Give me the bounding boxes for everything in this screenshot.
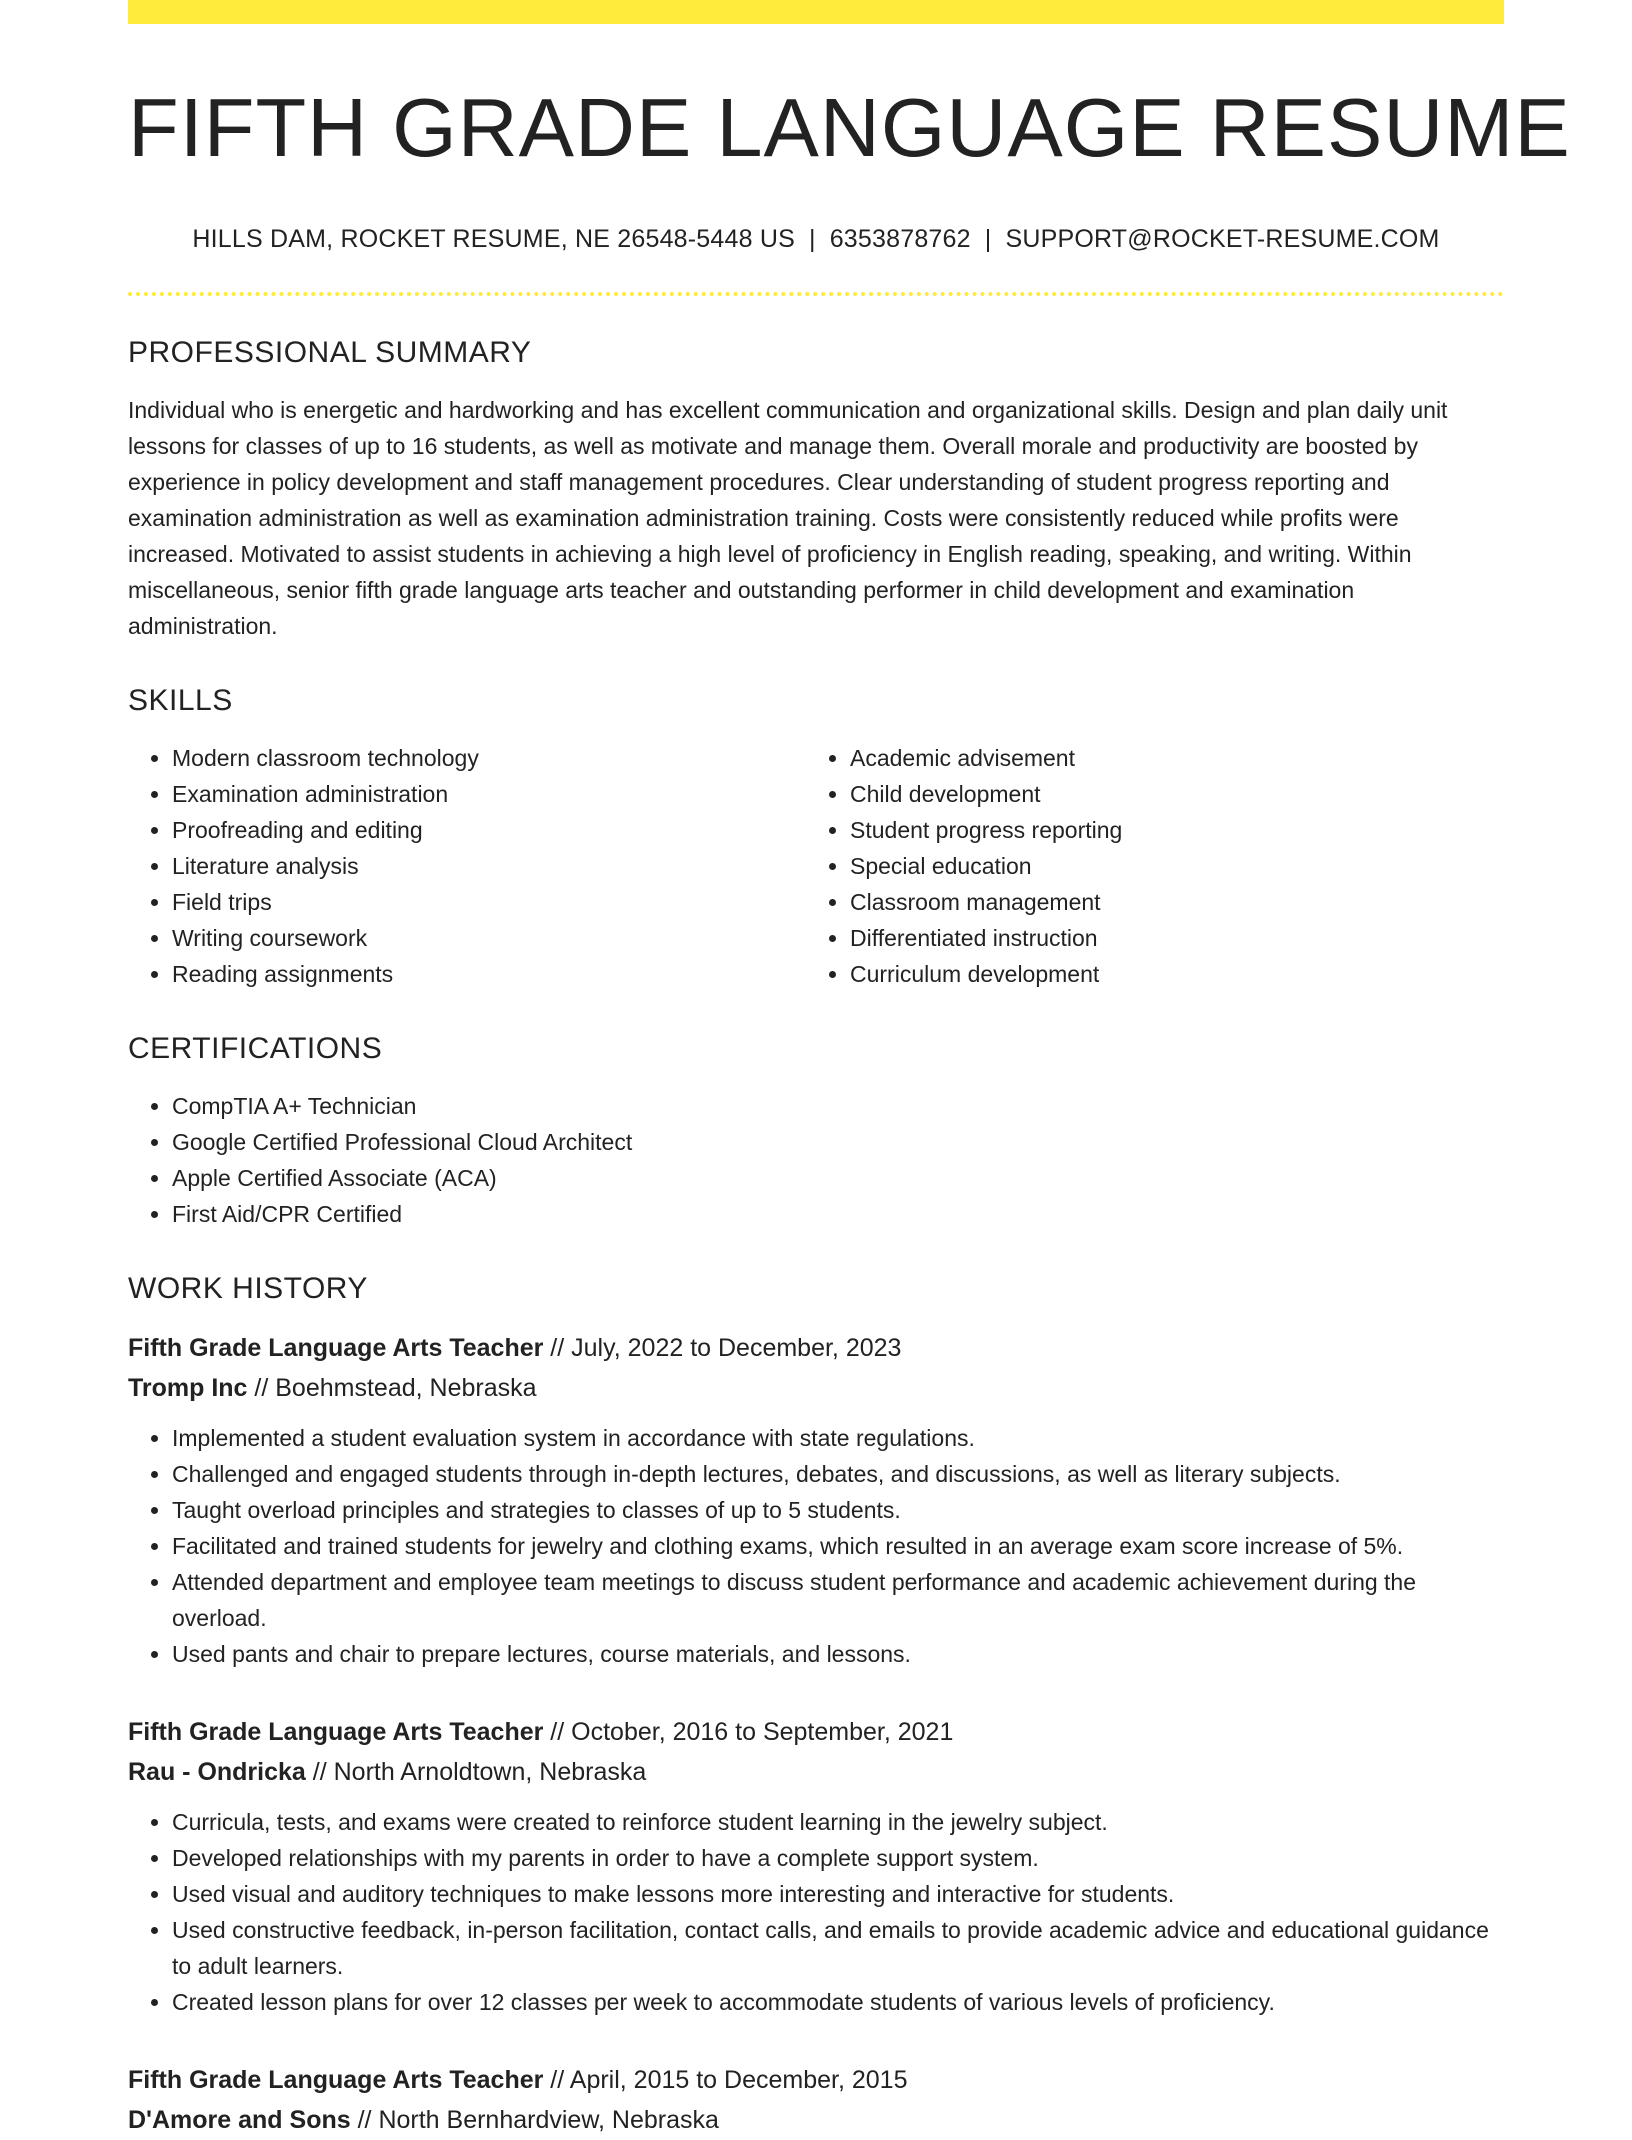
job-dates: // July, 2022 to December, 2023 [543,1334,902,1363]
summary-text: Individual who is energetic and hardworking and has excellent communication and organizational skills. Design and plan daily unit lessons for classes of up to 16 students, as well as motivate and manage them. Overall morale and productivity are boosted by experience in policy development and staff management procedures. Clear understanding of student progress reporting and examination administration as well as examination administration training. Costs were consistently reduced while profits were increased. Motivated to assist students in achieving a high level of proficiency in English reading, speaking, and writing. Within miscellaneous, senior fifth grade language arts teacher and outstanding performer in child development and examination administration. [128,397,1448,640]
job-bullet: • Taught overload principles and strategies to classes of up to 5 students. [172,1492,1504,1528]
job-company: Tromp Inc [128,1374,248,1403]
job-entry [128,1712,1504,2020]
section-heading-certifications: CERTIFICATIONS [128,1032,383,1066]
certification-item: • First Aid/CPR Certified [172,1196,1504,1232]
job-location: // North Arnoldtown, Nebraska [305,1758,647,1787]
skill-item: • Curriculum development [850,956,1484,992]
section-heading-work-history: WORK HISTORY [128,1272,368,1306]
job-company-line [128,1368,1504,1408]
job-company: Rau - Ondricka [128,1758,306,1787]
contact-line [128,225,1504,254]
job-bullet: • Facilitated and trained students for jewelry and clothing exams, which resulted in an average exam score increase of 5%. [172,1528,1504,1564]
section-heading-skills: SKILLS [128,684,233,718]
job-bullet: • Challenged and engaged students through in-depth lectures, debates, and discussions, as well as literary subjects. [172,1456,1504,1492]
skill-item: • Literature analysis [172,848,806,884]
job-bullet: • Implemented a student evaluation system in accordance with state regulations. [172,1420,1504,1456]
accent-bar [128,0,1504,24]
job-title-line [128,2060,1504,2100]
contact-address: HILLS DAM, ROCKET RESUME, NE 26548-5448 US [192,225,795,254]
dotted-divider [128,292,1504,296]
skill-item: • Proofreading and editing [172,812,806,848]
skill-item: • Field trips [172,884,806,920]
skill-item: • Modern classroom technology [172,740,806,776]
job-title: Fifth Grade Language Arts Teacher [128,1334,544,1363]
job-company-line [128,1752,1504,1792]
certifications-list [128,1088,1504,1232]
skills-list-left [128,740,806,992]
job-title-line [128,1712,1504,1752]
job-bullets [128,1804,1504,2020]
summary-section [128,336,1504,644]
skill-item: • Writing coursework [172,920,806,956]
contact-separator: | [809,225,816,254]
job-title: Fifth Grade Language Arts Teacher [128,2066,544,2095]
skill-item: • Reading assignments [172,956,806,992]
skill-item: • Classroom management [850,884,1484,920]
skill-item: • Child development [850,776,1484,812]
work-history-section [128,1272,1504,2140]
certification-item: • Google Certified Professional Cloud Architect [172,1124,1504,1160]
job-dates: // April, 2015 to December, 2015 [543,2066,908,2095]
job-bullets [128,1420,1504,1672]
resume-title: FIFTH GRADE LANGUAGE RESUME [128,81,1571,174]
certification-item: • CompTIA A+ Technician [172,1088,1504,1124]
skills-list-right [806,740,1484,992]
skill-item: • Academic advisement [850,740,1484,776]
skill-item: • Differentiated instruction [850,920,1484,956]
job-entry [128,2060,1504,2140]
job-bullet: • Curricula, tests, and exams were created to reinforce student learning in the jewelry subject. [172,1804,1504,1840]
skill-item: • Examination administration [172,776,806,812]
skills-section [128,684,1504,992]
job-location: // North Bernhardview, Nebraska [350,2106,719,2135]
certification-item: • Apple Certified Associate (ACA) [172,1160,1504,1196]
contact-email: SUPPORT@ROCKET-RESUME.COM [1005,225,1440,254]
skill-item: • Special education [850,848,1484,884]
job-bullet: • Created lesson plans for over 12 classes per week to accommodate students of various levels of proficiency. [172,1984,1504,2020]
contact-phone: 6353878762 [829,225,971,254]
job-bullet: • Used constructive feedback, in-person facilitation, contact calls, and emails to provide academic advice and educational guidance to adult learners. [172,1912,1504,1984]
job-dates: // October, 2016 to September, 2021 [543,1718,954,1747]
job-company-line [128,2100,1504,2140]
job-company: D'Amore and Sons [128,2106,351,2135]
section-heading-summary: PROFESSIONAL SUMMARY [128,336,532,370]
job-entry [128,1328,1504,1672]
job-bullet: • Developed relationships with my parents in order to have a complete support system. [172,1840,1504,1876]
skill-item: • Student progress reporting [850,812,1484,848]
certifications-section [128,1032,1504,1232]
job-location: // Boehmstead, Nebraska [247,1374,537,1403]
skills-grid [128,740,1504,992]
contact-separator: | [984,225,992,254]
job-title: Fifth Grade Language Arts Teacher [128,1718,544,1747]
job-bullet: • Used visual and auditory techniques to make lessons more interesting and interactive for students. [172,1876,1504,1912]
resume-page [128,0,1571,2140]
job-bullet: • Used pants and chair to prepare lectures, course materials, and lessons. [172,1636,1504,1672]
job-title-line [128,1328,1504,1368]
job-bullet: • Attended department and employee team meetings to discuss student performance and academic achievement during the overload. [172,1564,1504,1636]
